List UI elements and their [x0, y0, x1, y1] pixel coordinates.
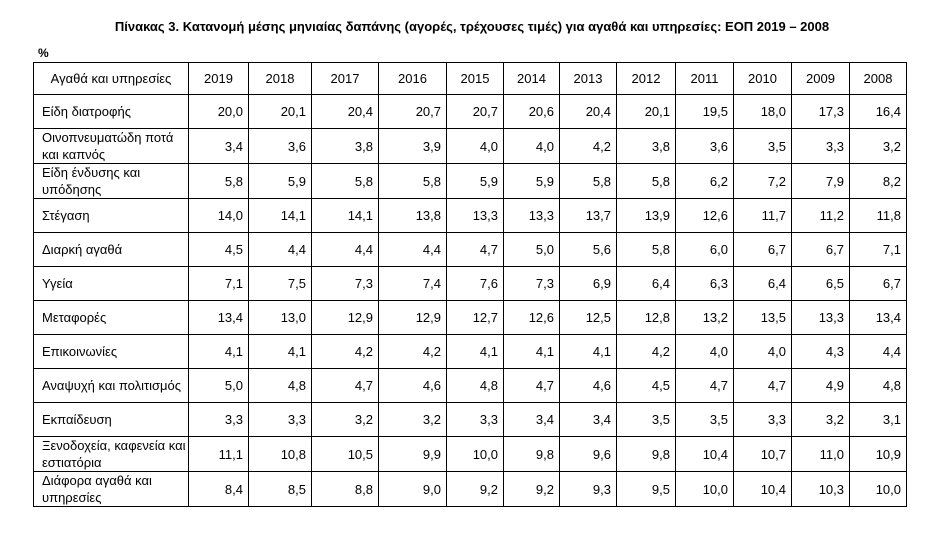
value-cell: 3,8 [312, 129, 379, 164]
value-cell: 8,4 [189, 472, 249, 507]
value-cell: 11,8 [850, 199, 907, 233]
value-cell: 6,7 [850, 267, 907, 301]
value-cell: 5,9 [504, 164, 560, 199]
value-cell: 20,6 [504, 95, 560, 129]
value-cell: 4,8 [447, 369, 504, 403]
value-cell: 4,6 [379, 369, 447, 403]
value-cell: 9,5 [617, 472, 676, 507]
value-cell: 3,6 [249, 129, 312, 164]
value-cell: 5,0 [189, 369, 249, 403]
value-cell: 3,5 [734, 129, 792, 164]
value-cell: 5,8 [379, 164, 447, 199]
value-cell: 9,0 [379, 472, 447, 507]
value-cell: 4,4 [850, 335, 907, 369]
year-header: 2011 [676, 63, 734, 95]
value-cell: 10,4 [734, 472, 792, 507]
value-cell: 13,0 [249, 301, 312, 335]
value-cell: 10,4 [676, 437, 734, 472]
value-cell: 12,6 [504, 301, 560, 335]
value-cell: 9,9 [379, 437, 447, 472]
value-cell: 16,4 [850, 95, 907, 129]
value-cell: 5,6 [560, 233, 617, 267]
header-label: Αγαθά και υπηρεσίες [34, 63, 189, 95]
year-header: 2016 [379, 63, 447, 95]
value-cell: 4,8 [850, 369, 907, 403]
value-cell: 12,6 [676, 199, 734, 233]
value-cell: 4,2 [560, 129, 617, 164]
table-row [34, 95, 907, 129]
year-header: 2009 [792, 63, 850, 95]
value-cell: 4,9 [792, 369, 850, 403]
value-cell: 3,2 [379, 403, 447, 437]
category-label: Αναψυχή και πολιτισμός [34, 369, 189, 403]
value-cell: 10,5 [312, 437, 379, 472]
value-cell: 3,4 [560, 403, 617, 437]
value-cell: 14,1 [312, 199, 379, 233]
table-row [34, 233, 907, 267]
value-cell: 12,9 [379, 301, 447, 335]
table-row [34, 437, 907, 472]
value-cell: 4,6 [560, 369, 617, 403]
category-label: Ξενοδοχεία, καφενεία και εστιατόρια [34, 437, 189, 472]
value-cell: 3,1 [850, 403, 907, 437]
value-cell: 3,2 [792, 403, 850, 437]
value-cell: 4,7 [676, 369, 734, 403]
table-row [34, 164, 907, 199]
category-label: Είδη διατροφής [34, 95, 189, 129]
value-cell: 3,3 [249, 403, 312, 437]
year-header: 2012 [617, 63, 676, 95]
value-cell: 12,5 [560, 301, 617, 335]
value-cell: 7,3 [504, 267, 560, 301]
value-cell: 18,0 [734, 95, 792, 129]
value-cell: 7,1 [850, 233, 907, 267]
value-cell: 4,8 [249, 369, 312, 403]
value-cell: 10,7 [734, 437, 792, 472]
value-cell: 11,7 [734, 199, 792, 233]
value-cell: 13,5 [734, 301, 792, 335]
value-cell: 5,8 [560, 164, 617, 199]
value-cell: 5,0 [504, 233, 560, 267]
value-cell: 3,3 [447, 403, 504, 437]
value-cell: 7,4 [379, 267, 447, 301]
value-cell: 7,1 [189, 267, 249, 301]
year-header: 2019 [189, 63, 249, 95]
year-header: 2017 [312, 63, 379, 95]
value-cell: 3,4 [189, 129, 249, 164]
category-label: Εκπαίδευση [34, 403, 189, 437]
value-cell: 6,7 [734, 233, 792, 267]
value-cell: 3,9 [379, 129, 447, 164]
value-cell: 4,3 [792, 335, 850, 369]
value-cell: 13,4 [189, 301, 249, 335]
category-label: Οινοπνευματώδη ποτά και καπνός [34, 129, 189, 164]
value-cell: 10,0 [676, 472, 734, 507]
value-cell: 3,3 [792, 129, 850, 164]
value-cell: 8,2 [850, 164, 907, 199]
value-cell: 4,0 [447, 129, 504, 164]
value-cell: 4,2 [312, 335, 379, 369]
value-cell: 4,7 [504, 369, 560, 403]
unit-label: % [38, 46, 49, 60]
value-cell: 6,0 [676, 233, 734, 267]
value-cell: 7,2 [734, 164, 792, 199]
value-cell: 11,2 [792, 199, 850, 233]
category-label: Διαρκή αγαθά [34, 233, 189, 267]
value-cell: 20,7 [379, 95, 447, 129]
value-cell: 5,8 [617, 233, 676, 267]
value-cell: 13,2 [676, 301, 734, 335]
value-cell: 8,5 [249, 472, 312, 507]
value-cell: 7,5 [249, 267, 312, 301]
value-cell: 4,1 [504, 335, 560, 369]
value-cell: 13,4 [850, 301, 907, 335]
value-cell: 4,5 [617, 369, 676, 403]
value-cell: 20,0 [189, 95, 249, 129]
value-cell: 4,0 [676, 335, 734, 369]
value-cell: 4,1 [447, 335, 504, 369]
value-cell: 3,5 [676, 403, 734, 437]
value-cell: 3,4 [504, 403, 560, 437]
value-cell: 4,5 [189, 233, 249, 267]
value-cell: 9,2 [447, 472, 504, 507]
value-cell: 10,0 [850, 472, 907, 507]
value-cell: 4,1 [560, 335, 617, 369]
value-cell: 12,8 [617, 301, 676, 335]
value-cell: 6,5 [792, 267, 850, 301]
value-cell: 20,1 [617, 95, 676, 129]
value-cell: 13,8 [379, 199, 447, 233]
value-cell: 4,4 [312, 233, 379, 267]
year-header: 2010 [734, 63, 792, 95]
table-row [34, 199, 907, 233]
table-title: Πίνακας 3. Κατανομή μέσης μηνιαίας δαπάνης (αγορές, τρέχουσες τιμές) για αγαθά και υπηρεσίες: ΕΟΠ 2019 – 2008 [114, 19, 830, 34]
value-cell: 13,3 [792, 301, 850, 335]
value-cell: 6,3 [676, 267, 734, 301]
category-label: Διάφορα αγαθά και υπηρεσίες [34, 472, 189, 507]
value-cell: 14,1 [249, 199, 312, 233]
table-row [34, 403, 907, 437]
value-cell: 12,9 [312, 301, 379, 335]
value-cell: 3,6 [676, 129, 734, 164]
value-cell: 5,8 [189, 164, 249, 199]
value-cell: 4,1 [249, 335, 312, 369]
value-cell: 4,0 [734, 335, 792, 369]
value-cell: 7,9 [792, 164, 850, 199]
value-cell: 3,5 [617, 403, 676, 437]
value-cell: 17,3 [792, 95, 850, 129]
category-label: Μεταφορές [34, 301, 189, 335]
value-cell: 19,5 [676, 95, 734, 129]
value-cell: 4,4 [379, 233, 447, 267]
value-cell: 5,9 [447, 164, 504, 199]
value-cell: 13,7 [560, 199, 617, 233]
value-cell: 9,8 [617, 437, 676, 472]
value-cell: 7,3 [312, 267, 379, 301]
value-cell: 4,2 [617, 335, 676, 369]
table-row [34, 301, 907, 335]
value-cell: 9,8 [504, 437, 560, 472]
value-cell: 5,8 [617, 164, 676, 199]
value-cell: 8,8 [312, 472, 379, 507]
category-label: Στέγαση [34, 199, 189, 233]
table-row [34, 129, 907, 164]
table-row [34, 472, 907, 507]
year-header: 2008 [850, 63, 907, 95]
value-cell: 14,0 [189, 199, 249, 233]
value-cell: 4,7 [312, 369, 379, 403]
value-cell: 12,7 [447, 301, 504, 335]
value-cell: 3,2 [850, 129, 907, 164]
value-cell: 7,6 [447, 267, 504, 301]
value-cell: 20,7 [447, 95, 504, 129]
value-cell: 20,1 [249, 95, 312, 129]
value-cell: 10,3 [792, 472, 850, 507]
value-cell: 4,7 [734, 369, 792, 403]
value-cell: 6,4 [734, 267, 792, 301]
value-cell: 13,3 [504, 199, 560, 233]
value-cell: 6,2 [676, 164, 734, 199]
value-cell: 4,4 [249, 233, 312, 267]
value-cell: 20,4 [560, 95, 617, 129]
expenditure-table [33, 62, 907, 507]
value-cell: 4,7 [447, 233, 504, 267]
value-cell: 4,0 [504, 129, 560, 164]
year-header: 2015 [447, 63, 504, 95]
value-cell: 6,7 [792, 233, 850, 267]
value-cell: 11,1 [189, 437, 249, 472]
category-label: Επικοινωνίες [34, 335, 189, 369]
value-cell: 13,9 [617, 199, 676, 233]
value-cell: 4,2 [379, 335, 447, 369]
value-cell: 5,9 [249, 164, 312, 199]
year-header: 2013 [560, 63, 617, 95]
value-cell: 9,6 [560, 437, 617, 472]
value-cell: 9,3 [560, 472, 617, 507]
value-cell: 20,4 [312, 95, 379, 129]
value-cell: 13,3 [447, 199, 504, 233]
value-cell: 5,8 [312, 164, 379, 199]
value-cell: 3,3 [189, 403, 249, 437]
value-cell: 6,9 [560, 267, 617, 301]
table-row [34, 267, 907, 301]
value-cell: 10,0 [447, 437, 504, 472]
value-cell: 11,0 [792, 437, 850, 472]
value-cell: 3,8 [617, 129, 676, 164]
header-row [34, 63, 907, 95]
table-row [34, 369, 907, 403]
year-header: 2018 [249, 63, 312, 95]
table-row [34, 335, 907, 369]
value-cell: 10,9 [850, 437, 907, 472]
category-label: Είδη ένδυσης και υπόδησης [34, 164, 189, 199]
value-cell: 9,2 [504, 472, 560, 507]
value-cell: 4,1 [189, 335, 249, 369]
category-label: Υγεία [34, 267, 189, 301]
value-cell: 10,8 [249, 437, 312, 472]
value-cell: 3,3 [734, 403, 792, 437]
value-cell: 3,2 [312, 403, 379, 437]
value-cell: 6,4 [617, 267, 676, 301]
year-header: 2014 [504, 63, 560, 95]
